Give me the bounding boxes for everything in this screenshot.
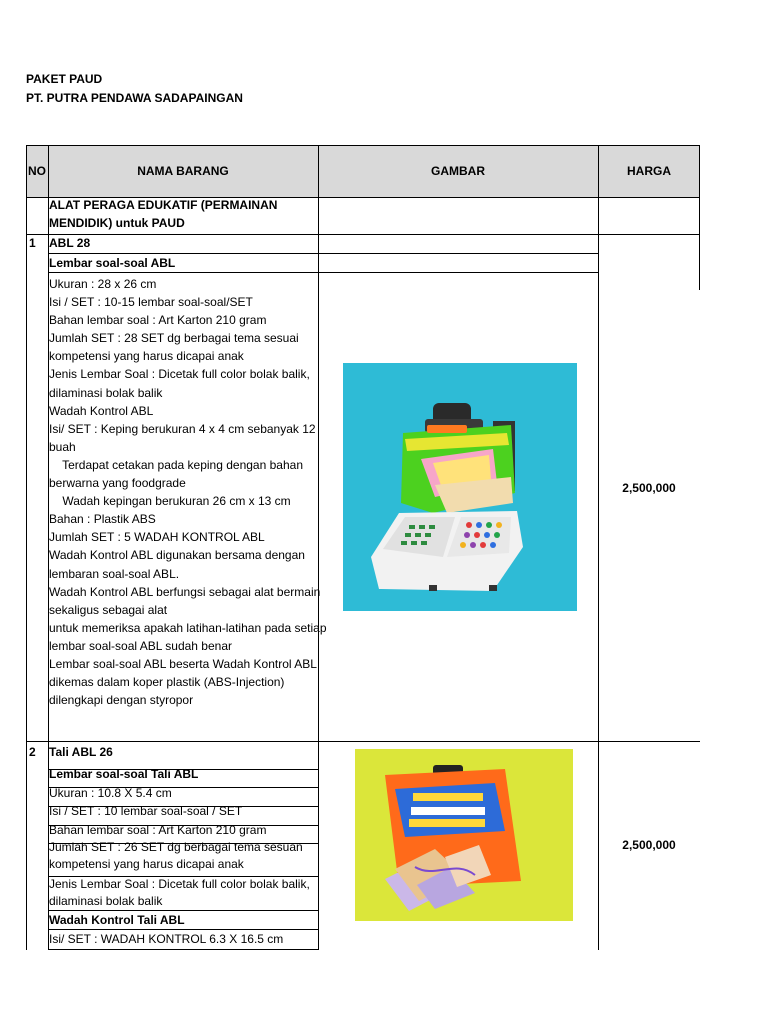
description-line: lembaran soal-soal ABL. — [49, 566, 180, 581]
description-line: Ukuran : 28 x 26 cm — [49, 277, 157, 291]
description-line: Isi / SET : 10-15 lembar soal-soal/SET — [49, 295, 253, 310]
description-line: kompetensi yang harus dicapai anak — [49, 349, 244, 364]
row-divider — [26, 741, 700, 742]
description-line: sekaligus sebagai alat — [49, 602, 168, 617]
abl-case-illustration — [343, 363, 577, 611]
column-header-no: NO — [28, 164, 46, 178]
item-spec: Isi/ SET : WADAH KONTROL 6.3 X 16.5 cm — [49, 932, 284, 946]
product-table — [26, 145, 700, 950]
item-price: 2,500,000 — [622, 838, 676, 852]
description-line: untuk memeriksa apakah latihan-latihan pada setiap — [49, 620, 327, 635]
description-line: dilaminasi bolak balik — [49, 385, 163, 400]
description-line: berwarna yang foodgrade — [49, 476, 186, 491]
table-border-right — [699, 145, 700, 290]
category-line: ALAT PERAGA EDUKATIF (PERMAINAN — [49, 198, 278, 212]
spec-line: kompetensi yang harus dicapai anak — [49, 857, 244, 871]
table-border-left — [26, 145, 27, 950]
description-line: Wadah Kontrol ABL berfungsi sebagai alat bermain — [49, 584, 321, 599]
document-header — [26, 70, 243, 108]
tali-abl-case-illustration — [355, 749, 573, 921]
category-heading — [49, 196, 317, 232]
row-divider — [26, 234, 700, 235]
item-name: ABL 28 — [49, 236, 91, 250]
header-company: PT. PUTRA PENDAWA SADAPAINGAN — [26, 91, 243, 105]
item-spec: Bahan lembar soal : Art Karton 210 gram — [49, 823, 267, 837]
item-number: 2 — [29, 745, 36, 759]
item-spec — [49, 876, 310, 910]
description-line: Wadah Kontrol ABL digunakan bersama dengan — [49, 548, 305, 563]
description-line: dilengkapi dengan styropor — [49, 693, 194, 708]
item-spec — [49, 839, 303, 873]
item-subheading: Wadah Kontrol Tali ABL — [49, 913, 185, 927]
column-header-gambar: GAMBAR — [431, 164, 485, 178]
header-title: PAKET PAUD — [26, 72, 103, 86]
description-line: Jenis Lembar Soal : Dicetak full color bolak balik, — [49, 367, 310, 382]
row-divider — [48, 949, 319, 950]
description-line: lembar soal-soal ABL sudah benar — [49, 638, 232, 653]
item-spec: Isi / SET : 10 lembar soal-soal / SET — [49, 804, 243, 818]
description-line: Isi/ SET : Keping berukuran 4 x 4 cm sebanyak 12 — [49, 421, 316, 436]
item-subheading: Lembar soal-soal Tali ABL — [49, 767, 199, 781]
spec-line: dilaminasi bolak balik — [49, 894, 163, 908]
category-line: MENDIDIK) untuk PAUD — [49, 216, 185, 230]
description-line: dikemas dalam koper plastik (ABS-Injection) — [49, 675, 285, 690]
row-divider — [48, 272, 599, 273]
item-subheading: Lembar soal-soal ABL — [49, 256, 176, 270]
item-description — [49, 275, 327, 709]
item-price: 2,500,000 — [622, 481, 676, 495]
description-line: Wadah kepingan berukuran 26 cm x 13 cm — [49, 494, 291, 509]
description-line: Jumlah SET : 28 SET dg berbagai tema sesuai — [49, 331, 299, 346]
item-spec: Ukuran : 10.8 X 5.4 cm — [49, 786, 172, 800]
item-number: 1 — [29, 236, 36, 250]
description-line: Wadah Kontrol ABL — [49, 403, 154, 418]
column-header-nama-barang: NAMA BARANG — [137, 164, 229, 178]
description-line: Bahan : Plastik ABS — [49, 512, 156, 527]
item-name: Tali ABL 26 — [49, 745, 113, 759]
spec-line: Jenis Lembar Soal : Dicetak full color bolak balik, — [49, 877, 310, 891]
description-line: Bahan lembar soal : Art Karton 210 gram — [49, 313, 267, 328]
description-line: buah — [49, 439, 76, 454]
product-photo-tali-abl-26 — [355, 749, 573, 921]
table-border-top — [26, 145, 700, 146]
product-photo-abl-28 — [343, 363, 577, 611]
column-header-harga: HARGA — [627, 164, 671, 178]
description-line: Terdapat cetakan pada keping dengan bahan — [49, 457, 303, 472]
spec-line: Jumlah SET : 26 SET dg berbagai tema sesuan — [49, 840, 303, 854]
column-divider — [598, 145, 599, 950]
description-line: Jumlah SET : 5 WADAH KONTROL ABL — [49, 530, 265, 545]
description-line: Lembar soal-soal ABL beserta Wadah Kontrol ABL — [49, 656, 317, 671]
